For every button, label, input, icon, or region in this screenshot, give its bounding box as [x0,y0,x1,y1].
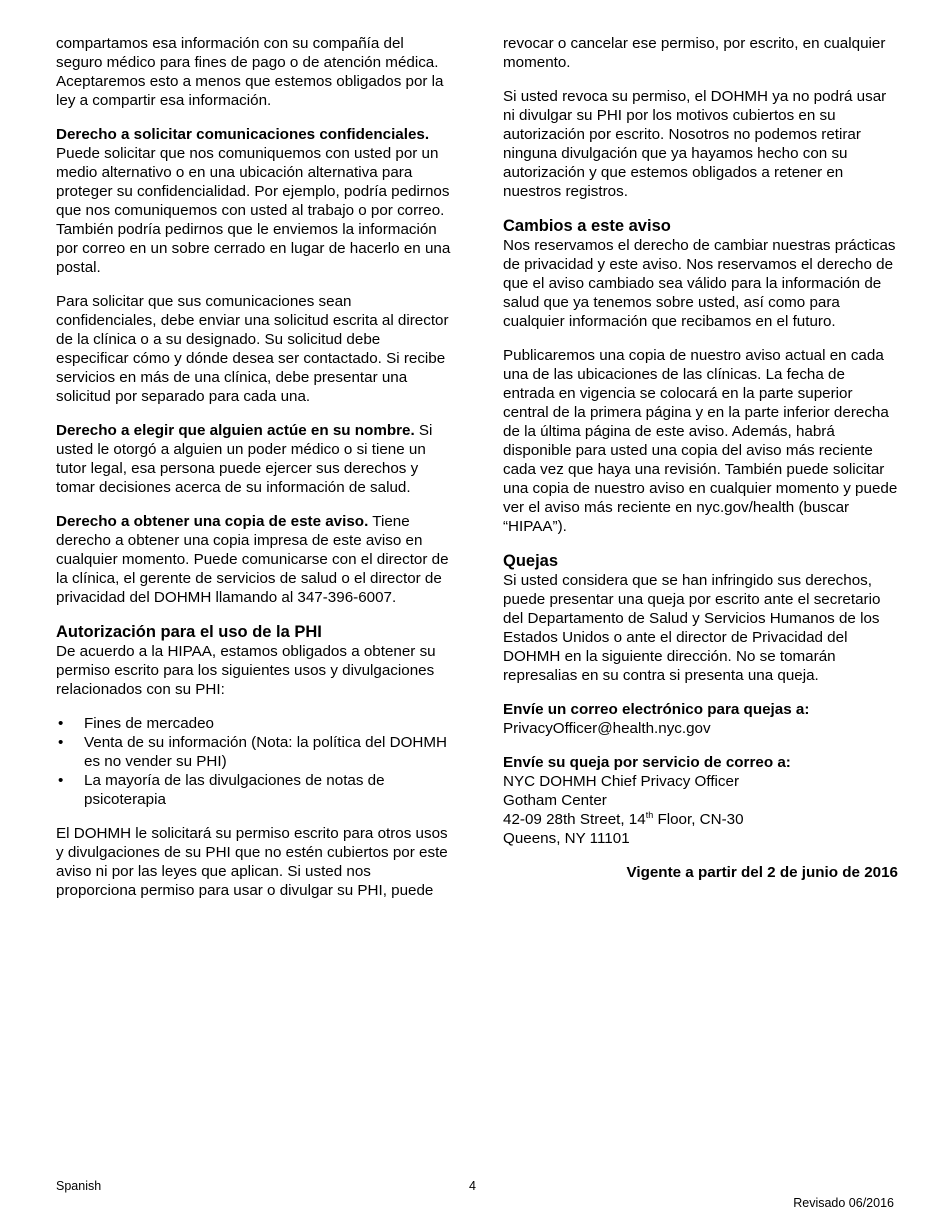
bullet: • [58,734,64,751]
authorization-heading: Autorización para el uso de la PHI [56,623,322,641]
choose-representative-body: Si usted le otorgó a alguien un poder médico o si tiene un tutor legal, esa persona puede ejercer sus derechos y tomar decisiones acerca de su información de salud. [56,422,433,496]
complaints-heading: Quejas [503,552,559,570]
left-column [56,34,451,915]
notice-copy-section [56,512,451,607]
mail-complaints-heading: Envíe su queja por servicio de correo a: [503,754,791,771]
footer-revised-date: Revisado 06/2016 [793,1196,894,1210]
revocation-effect-paragraph: Si usted revoca su permiso, el DOHMH ya no podrá usar ni divulgar su PHI por los motivos cubiertos en su autorización por escrito. Nosotros no podemos retirar ninguna divulgación que ya hayamos hecho con su autorización y que estemos obligados a retener en nuestros registros. [503,88,887,200]
mail-complaints-section [503,753,898,848]
confidential-request-paragraph: Para solicitar que sus comunicaciones sean confidenciales, debe enviar una solicitud escrita al director de la clínica o a su designado. Su solicitud debe especificar cómo y dónde desea ser contactado. Si recibe servicios en más de una clínica, debe presentar una solicitud por separado para cada una. [56,293,449,405]
email-complaints-section [503,700,898,738]
changes-heading: Cambios a este aviso [503,217,671,235]
list-item: • Fines de mercadeo [58,715,215,732]
confidential-communications-section [56,125,451,277]
revoke-paragraph: revocar o cancelar ese permiso, por escrito, en cualquier momento. [503,35,886,71]
notice-copy-body: Tiene derecho a obtener una copia impresa de este aviso en cualquier momento. Puede comunicarse con el director de la clínica, el gerente de servicios de salud o el director de privacidad del DOHMH llamando al 347-396-6007. [56,513,449,606]
authorization-closing: El DOHMH le solicitará su permiso escrito para otros usos y divulgaciones de su PHI que no estén cubiertos por este aviso ni por las leyes que aplican. Si usted nos proporciona permiso para usar o divulgar su PHI, puede [56,825,448,899]
authorization-list [56,714,451,809]
changes-publication-body: Publicaremos una copia de nuestro aviso actual en cada una de las ubicaciones de las clínicas. La fecha de entrada en vigencia se colocará en la parte superior central de la primera página y en la parte inferior derecha de la última página de este aviso. Además, habrá disponible para usted una copia del aviso más reciente cada vez que haya una revisión. También puede solicitar una copia de nuestro aviso en cualquier momento y puede ver el aviso más reciente en nyc.gov/health (buscar “HIPAA”). [503,347,898,535]
bullet: • [58,772,64,789]
footer-page-number: 4 [469,1179,476,1193]
authorization-body: De acuerdo a la HIPAA, estamos obligados a obtener su permiso escrito para los siguientes usos y divulgaciones relacionados con su PHI: [56,643,436,698]
continued-paragraph: compartamos esa información con su compañía del seguro médico para fines de pago o de atención médica. Aceptaremos esto a menos que estemos obligados por la ley a compartir esa información. [56,35,444,109]
effective-date: Vigente a partir del 2 de junio de 2016 [626,864,898,881]
address-line-3: 42-09 28th Street, 14th Floor, CN-30 [503,809,744,828]
right-column [503,34,898,882]
confidential-communications-heading: Derecho a solicitar comunicaciones confidenciales. [56,126,430,143]
choose-representative-heading: Derecho a elegir que alguien actúe en su nombre. [56,422,415,439]
confidential-communications-body: Puede solicitar que nos comuniquemos con usted por un medio alternativo o en una ubicación alternativa para proteger su confidencialidad. Por ejemplo, podría pedirnos que nos comuniquemos con usted al trabajo o por correo. También podría pedirnos que le enviemos la información por correo en un sobre cerrado en lugar de hacerlo en una postal. [56,145,451,276]
choose-representative-section [56,421,451,497]
footer-language: Spanish [56,1179,102,1193]
address-line-2: Gotham Center [503,792,607,809]
complaints-body: Si usted considera que se han infringido sus derechos, puede presentar una queja por escrito ante el secretario del Departamento de Salud y Servicios Humanos de los Estados Unidos o ante el director de Privacidad del DOHMH en la siguiente dirección. No se tomarán represalias en su contra si presenta una queja. [503,572,881,684]
privacy-officer-email: PrivacyOfficer@health.nyc.gov [503,720,711,737]
address-line-4: Queens, NY 11101 [503,830,630,847]
notice-copy-heading: Derecho a obtener una copia de este aviso. [56,513,369,530]
email-complaints-heading: Envíe un correo electrónico para quejas a: [503,701,810,718]
bullet: • [58,715,64,732]
list-item: • Venta de su información (Nota: la política del DOHMH es no vender su PHI) [58,734,447,770]
changes-body: Nos reservamos el derecho de cambiar nuestras prácticas de privacidad y este aviso. Nos reservamos el derecho de que el aviso cambiado sea válido para la información de salud que ya tenemos sobre usted, así como para cualquier información que recibamos en el futuro. [503,237,896,330]
address-line-1: NYC DOHMH Chief Privacy Officer [503,773,740,790]
list-item: • La mayoría de las divulgaciones de notas de psicoterapia [58,772,385,808]
